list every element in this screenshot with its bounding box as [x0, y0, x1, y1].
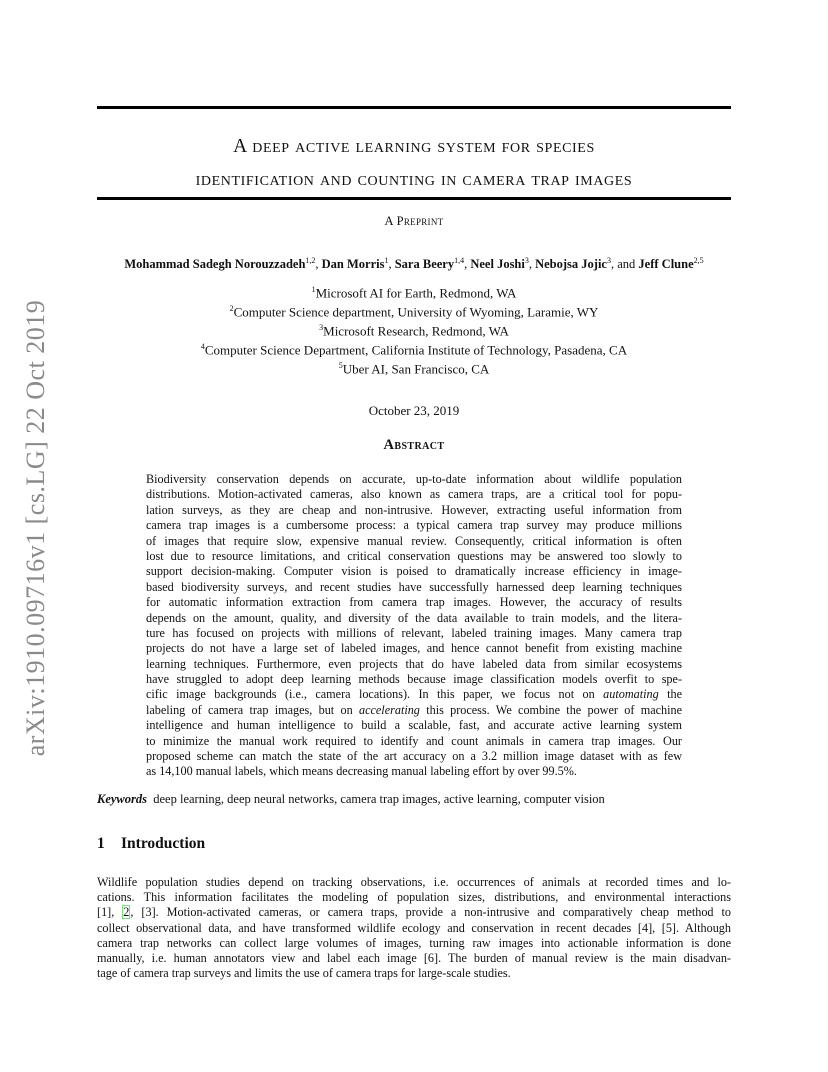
author-name: Dan Morris: [321, 257, 385, 272]
author-affiliation-sup: 2,5: [693, 256, 704, 265]
author-name: Mohammad Sadegh Norouzzadeh: [124, 257, 306, 272]
intro-line: manually, i.e. human annotators view and label each image [6]. The burden of manual review is the main disadvan-: [97, 950, 731, 965]
abstract-line: depends on the amount, quality, and diversity of the data available to train models, and the litera-: [146, 610, 682, 625]
abstract-line: have struggled to adopt deep learning methods because image classification models overfit to spe-: [146, 672, 682, 687]
author-affiliation-sup: 1: [384, 256, 389, 265]
section-number: 1: [97, 835, 105, 852]
intro-line: collect observational data, and have transformed wildlife ecology and conservation in recent decades [4], [5]. Although: [97, 920, 731, 935]
intro-line: Wildlife population studies depend on tracking observations, i.e. occurrences of animals at recorded times and lo-: [97, 875, 731, 889]
affiliation-sup: 5: [338, 360, 343, 370]
keywords-line: [97, 792, 731, 807]
title-line-1: A deep active learning system for species: [233, 136, 595, 157]
abstract-line: as 14,100 manual labels, which means decreasing manual labeling effort by over 99.5%.: [146, 764, 577, 779]
abstract-line: camera trap images is a cumbersome process: a typical camera trap survey may produce millions: [146, 518, 682, 533]
abstract-line: cific image backgrounds (i.e., camera locations). In this paper, we focus not on automating the: [146, 687, 682, 702]
affiliation-line: $^4$Computer Science Department, California Institute of Technology, Pasadena, CA: [200, 341, 628, 358]
abstract-line: for automatic information extraction from camera trap images. However, the accuracy of results: [146, 595, 682, 610]
section-heading: [97, 835, 205, 853]
author-list: Mohammad Sadegh Norouzzadeh$^{1,2}$, Dan Morris$^1$, Sara Beery$^{1,4}$, Neel Joshi$^3$, Nebojsa Jojic$^3$, and Jeff Clune$^{2,5}$: [124, 256, 704, 272]
abstract-line: ture has focused on projects with millions of relevant, labeled training images. Many camera trap: [146, 625, 682, 640]
author-name: Neel Joshi: [470, 257, 525, 272]
abstract-line: labeling of camera trap images, but on accelerating this process. We combine the power of machine: [146, 702, 682, 717]
keywords-label: Keywords: [97, 792, 147, 806]
author-affiliation-sup: 1,2: [305, 256, 316, 265]
affiliation-line: $^5$Uber AI, San Francisco, CA: [338, 360, 490, 377]
author-affiliation-sup: 3: [524, 256, 529, 265]
author-name: Sara Beery: [394, 257, 455, 272]
abstract-body: [146, 472, 682, 780]
abstract-line: based biodiversity surveys, and recent studies have successfully harnessed deep learning techniques: [146, 579, 682, 594]
author-affiliation-sup: 3: [606, 256, 611, 265]
affiliation-line: $^1$Microsoft AI for Earth, Redmond, WA: [311, 285, 517, 301]
abstract-line: projects do not have a large set of labeled images, and hence cannot benefit from existing machine: [146, 641, 682, 656]
intro-line: tage of camera trap surveys and limits the use of camera traps for large-scale studies.: [97, 966, 511, 981]
abstract-line: learning techniques. Furthermore, even projects that do have labeled data from similar ecosystems: [146, 656, 682, 671]
abstract-line: lost due to resource limitations, and critical conservation questions may be answered too slowly to: [146, 548, 682, 563]
abstract-line: of images that require slow, expensive manual review. Consequently, critical information is often: [146, 533, 682, 548]
paper-title: [97, 130, 731, 196]
paper-date: October 23, 2019: [368, 403, 460, 418]
keywords-text: deep learning, deep neural networks, camera trap images, active learning, computer vision: [153, 792, 605, 806]
preprint-label: A Preprint: [384, 214, 444, 228]
affiliation-sup: 1: [311, 285, 316, 294]
introduction-body: [97, 875, 731, 981]
citation-link[interactable]: 2: [123, 905, 130, 920]
affiliation-line: $^2$Computer Science department, University of Wyoming, Laramie, WY: [229, 303, 599, 320]
section-title: Introduction: [121, 835, 206, 852]
arxiv-identifier: arXiv:1910.09716v1 [cs.LG] 22 Oct 2019: [21, 299, 50, 757]
top-rule: [97, 106, 731, 109]
bottom-title-rule: [97, 197, 731, 200]
abstract-line: support decision-making. Computer vision is poised to dramatically increase efficiency in image-: [146, 564, 682, 579]
author-name: Nebojsa Jojic: [535, 257, 607, 272]
abstract-line: intelligence and human intelligence to build a scalable, fast, and accurate active learning system: [146, 718, 682, 733]
abstract-line: distributions. Motion-activated cameras, also known as camera traps, are a critical tool for popu-: [146, 487, 682, 502]
author-affiliation-sup: 1,4: [454, 256, 465, 265]
affiliation-sup: 2: [229, 303, 234, 313]
abstract-heading: Abstract: [383, 437, 445, 453]
affiliation-sup: 3: [319, 322, 324, 332]
affiliation-sup: 4: [200, 341, 205, 351]
abstract-line: proposed scheme can match the state of the art accuracy on a 3.2 million image dataset with as few: [146, 749, 682, 764]
intro-line: [1], 2, [3]. Motion-activated cameras, or camera traps, provide a non-intrusive and comparatively cheap method to: [97, 905, 731, 920]
author-name: Jeff Clune: [638, 257, 694, 272]
affiliation-line: $^3$Microsoft Research, Redmond, WA: [319, 322, 509, 339]
affiliation-list: [97, 282, 731, 377]
abstract-line: lation surveys, as they are cheap and non-intrusive. However, extracting useful information from: [146, 502, 682, 517]
intro-line: cations. This information facilitates the modeling of population sizes, distributions, and environmental interactions: [97, 890, 731, 905]
intro-line: camera trap networks can collect large volumes of images, turning raw images into actionable information is done: [97, 935, 731, 950]
title-line-2: identification and counting in camera trap images: [195, 169, 633, 190]
abstract-line: to minimize the manual work required to identify and count animals in camera trap images. Our: [146, 733, 682, 748]
abstract-line: Biodiversity conservation depends on accurate, up-to-date information about wildlife population: [146, 472, 682, 486]
